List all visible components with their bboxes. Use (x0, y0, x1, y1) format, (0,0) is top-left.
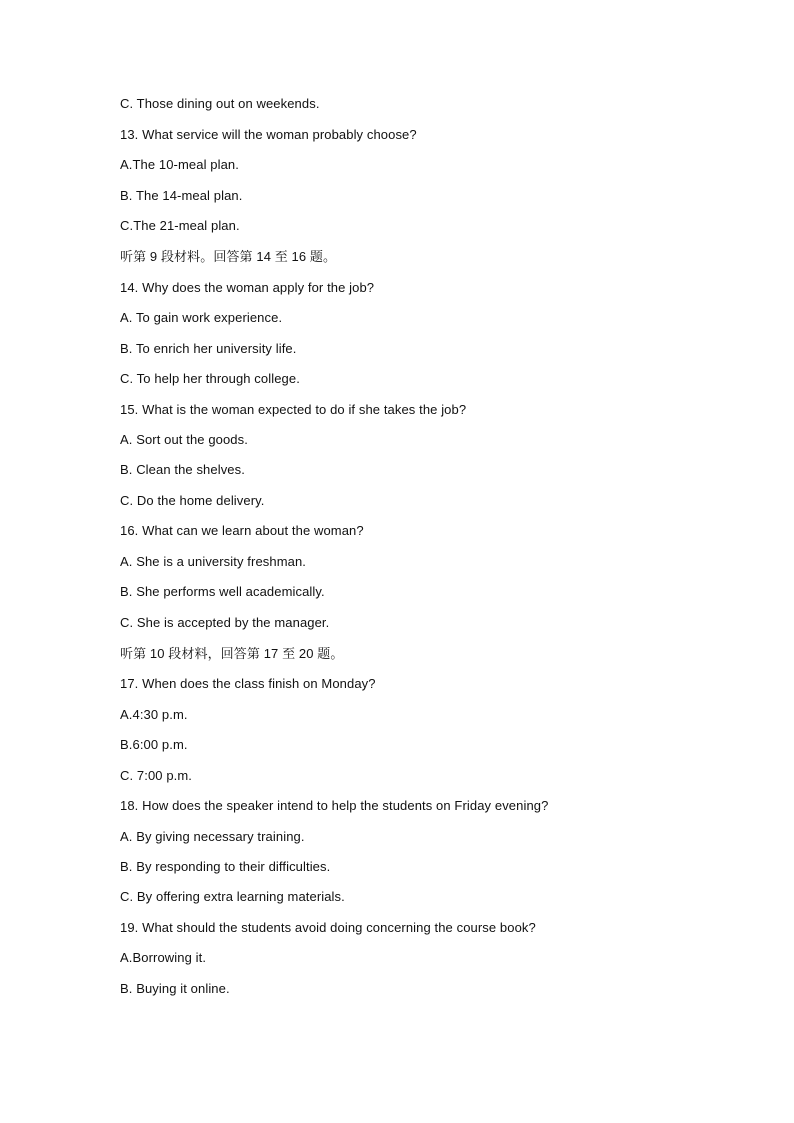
question-15: 15. What is the woman expected to do if she takes the job? (120, 402, 467, 417)
answer-option: C. 7:00 p.m. (120, 768, 193, 783)
answer-option: C. By offering extra learning materials. (120, 889, 345, 904)
question-19: 19. What should the students avoid doing concerning the course book? (120, 920, 536, 935)
answer-option: C. To help her through college. (120, 371, 300, 386)
question-14: 14. Why does the woman apply for the job? (120, 280, 375, 295)
answer-option: A. Sort out the goods. (120, 432, 248, 447)
question-18: 18. How does the speaker intend to help the students on Friday evening? (120, 798, 549, 813)
answer-option: C. Do the home delivery. (120, 493, 265, 508)
section-instruction: 听第 9 段材料。回答第 14 至 16 题。 (120, 249, 337, 264)
answer-option: A.Borrowing it. (120, 950, 207, 965)
answer-option: B. By responding to their difficulties. (120, 859, 331, 874)
answer-option: A. To gain work experience. (120, 310, 283, 325)
answer-option: A.4:30 p.m. (120, 707, 188, 722)
answer-option: B. Buying it online. (120, 981, 230, 996)
answer-option: B.6:00 p.m. (120, 737, 188, 752)
answer-option: B. Clean the shelves. (120, 462, 245, 477)
answer-option: C. She is accepted by the manager. (120, 615, 330, 630)
section-instruction: 听第 10 段材料，回答第 17 至 20 题。 (120, 646, 344, 661)
answer-option: B. To enrich her university life. (120, 341, 297, 356)
question-13: 13. What service will the woman probably choose? (120, 127, 417, 142)
answer-option: A. By giving necessary training. (120, 829, 305, 844)
answer-option: B. The 14-meal plan. (120, 188, 243, 203)
answer-option: A.The 10-meal plan. (120, 157, 239, 172)
question-16: 16. What can we learn about the woman? (120, 523, 364, 538)
answer-option: C. Those dining out on weekends. (120, 96, 320, 111)
answer-option: C.The 21-meal plan. (120, 218, 240, 233)
question-17: 17. When does the class finish on Monday? (120, 676, 376, 691)
answer-option: B. She performs well academically. (120, 584, 325, 599)
answer-option: A. She is a university freshman. (120, 554, 306, 569)
